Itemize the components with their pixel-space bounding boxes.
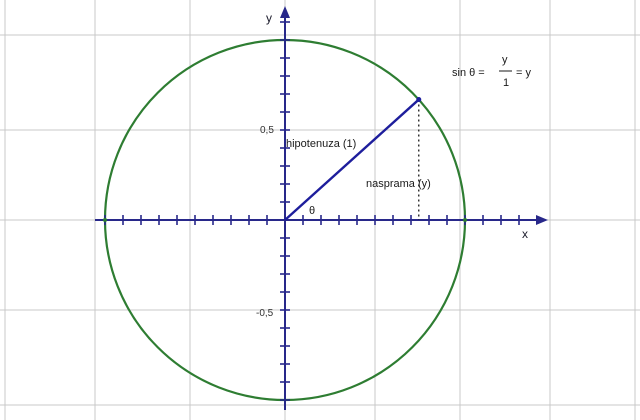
hypotenuse-line	[285, 100, 419, 220]
circle-x-intercept-left	[103, 218, 107, 222]
opposite-label: nasprama (y)	[366, 178, 431, 190]
circle-x-intercept-right	[463, 218, 467, 222]
formula-rhs: = y	[516, 67, 531, 79]
formula-numerator: y	[502, 54, 508, 66]
y-axis-arrow-icon	[280, 6, 290, 18]
angle-label: θ	[309, 205, 316, 217]
x-axis-label: x	[522, 227, 528, 241]
formula-lhs: sin θ =	[452, 67, 485, 79]
unit-circle-point	[416, 97, 421, 102]
hypotenuse-label: hipotenuza (1)	[286, 138, 357, 150]
tick-label-positive-half: 0,5	[260, 125, 274, 136]
y-axis-label: y	[266, 11, 272, 25]
tick-label-negative-half: -0,5	[256, 308, 274, 319]
formula	[452, 54, 531, 89]
formula-denominator: 1	[503, 77, 510, 89]
x-axis-arrow-icon	[536, 215, 548, 225]
